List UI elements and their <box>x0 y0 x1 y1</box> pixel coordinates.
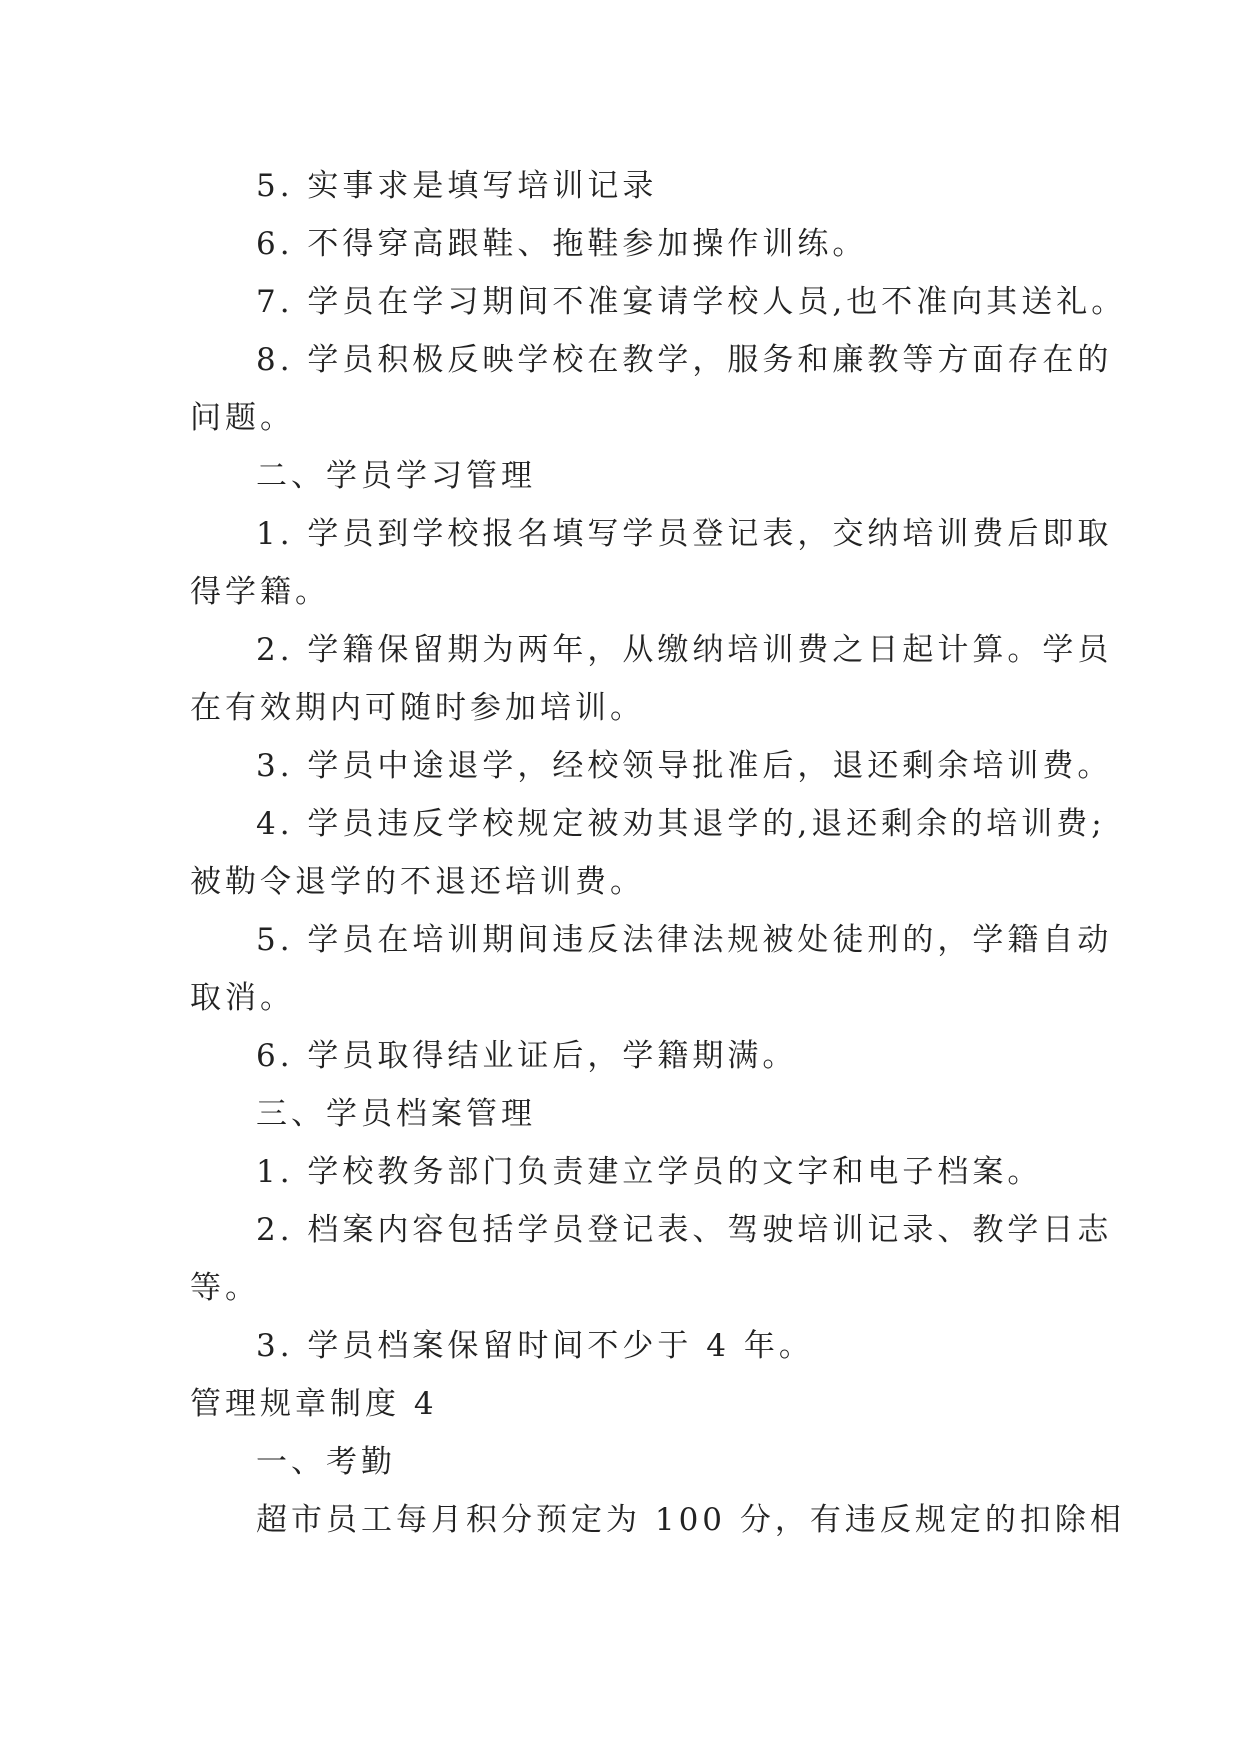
paragraph-line: 2. 学籍保留期为两年，从缴纳培训费之日起计算。学员 <box>256 632 1113 668</box>
paragraph-line: 2. 档案内容包括学员登记表、驾驶培训记录、教学日志 <box>256 1212 1113 1248</box>
paragraph-line: 被勒令退学的不退还培训费。 <box>190 864 645 900</box>
paragraph-line: 1. 学员到学校报名填写学员登记表，交纳培训费后即取 <box>256 516 1113 552</box>
paragraph-line: 等。 <box>190 1270 260 1306</box>
paragraph-line: 1. 学校教务部门负责建立学员的文字和电子档案。 <box>256 1154 1043 1190</box>
paragraph-line: 7. 学员在学习期间不准宴请学校人员,也不准向其送礼。 <box>256 284 1127 320</box>
paragraph-line: 6. 学员取得结业证后，学籍期满。 <box>256 1038 798 1074</box>
document-title: 管理规章制度 4 <box>190 1386 438 1422</box>
paragraph-line: 4. 学员违反学校规定被劝其退学的,退还剩余的培训费; <box>256 806 1106 842</box>
paragraph-line: 在有效期内可随时参加培训。 <box>190 690 645 726</box>
section-heading: 一、考勤 <box>256 1444 396 1480</box>
paragraph-line: 超市员工每月积分预定为 100 分，有违反规定的扣除相 <box>256 1502 1125 1538</box>
paragraph-line: 取消。 <box>190 980 295 1016</box>
paragraph-line: 3. 学员中途退学，经校领导批准后，退还剩余培训费。 <box>256 748 1113 784</box>
paragraph-line: 6. 不得穿高跟鞋、拖鞋参加操作训练。 <box>256 226 868 262</box>
paragraph-line: 问题。 <box>190 400 295 436</box>
section-heading: 二、学员学习管理 <box>256 458 536 494</box>
paragraph-line: 得学籍。 <box>190 574 330 610</box>
paragraph-line: 8. 学员积极反映学校在教学，服务和廉教等方面存在的 <box>256 342 1113 378</box>
paragraph-line: 3. 学员档案保留时间不少于 4 年。 <box>256 1328 814 1364</box>
section-heading: 三、学员档案管理 <box>256 1096 536 1132</box>
paragraph-line: 5. 学员在培训期间违反法律法规被处徒刑的，学籍自动 <box>256 922 1113 958</box>
paragraph-line: 5. 实事求是填写培训记录 <box>256 168 658 204</box>
